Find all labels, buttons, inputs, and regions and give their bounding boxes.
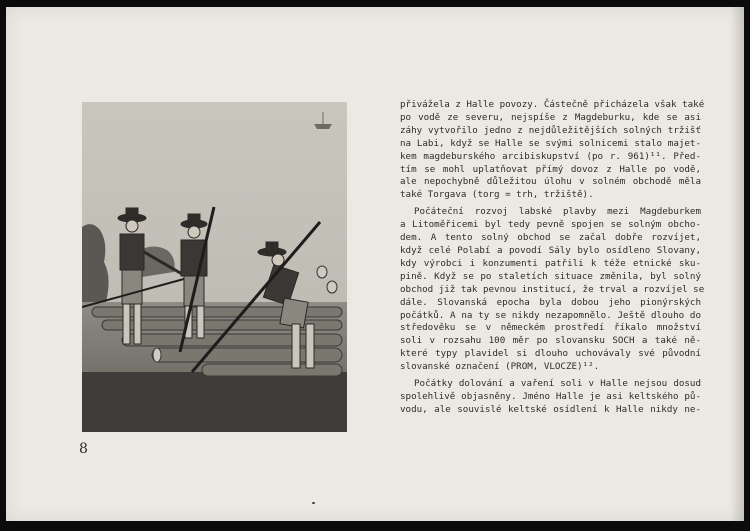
illustration-engraving (82, 102, 347, 432)
paper-speck (312, 502, 315, 504)
body-text-column (400, 99, 705, 421)
text-line: po vodě ze severu, nejspíše z Magdeburku, kde se asi (400, 111, 701, 123)
text-line: vodu, ale souvislé keltské osídlení k Halle nikdy ne- (400, 403, 701, 415)
text-line: když celé Polabí a povodí Sály bylo osídleno Slovany, (400, 244, 701, 256)
text-line: záhy vytvořilo jedno z nejdůležitějších solných tržišť (400, 124, 701, 136)
page-number: 8 (79, 441, 89, 457)
paragraph (400, 378, 701, 417)
text-line: Počáteční rozvoj labské plavby mezi Magdeburkem (414, 206, 701, 218)
book-page (6, 7, 744, 521)
text-line: které typy plavidel si dlouho uchovávaly své původní (400, 348, 701, 360)
illustration-raftsmen (82, 102, 347, 432)
text-line: soli v rozsahu 100 měr po slovansku SOCH a také ně- (400, 335, 701, 347)
text-line: kem magdeburského arcibiskupství (po r. 961)¹¹. Před- (400, 150, 701, 162)
text-line: slovanské označení (PROM, VLOCZE)¹². (400, 361, 600, 373)
text-line: Počátky dolování a vaření soli v Halle nejsou dosud (414, 378, 701, 390)
text-line: počátků. A na ty se nikdy nezapomnělo. Ještě dlouho do (400, 309, 701, 321)
text-line: dem. A tento solný obchod se začal dobře rozvíjet, (400, 232, 701, 244)
paragraph (400, 206, 705, 374)
paragraph (400, 99, 705, 202)
text-line: spolehlivě objasněny. Jméno Halle je asi keltského pů- (400, 390, 701, 402)
text-line: přivážela z Halle povozy. Částečně přicházela však také (400, 99, 705, 110)
text-line: také Torgava (torg = trh, tržiště). (400, 189, 594, 201)
page-edge-shadow (730, 7, 744, 521)
text-line: na Labi, když se Halle se svými solnicemi stalo majet- (400, 137, 701, 149)
text-line: obchod již tak pevnou institucí, že trval a rozvíjel se (400, 283, 705, 295)
text-line: středověku se v německém prostředí říkalo množství (400, 322, 701, 334)
text-line: pině. Když se po staletích situace změnila, byl solný (400, 270, 701, 282)
text-line: kdy výrobci i konzumenti patřili k téže etnické sku- (400, 257, 701, 269)
text-line: tím se mohl uplatňovat přímý dovoz z Halle po vodě, (400, 163, 701, 175)
text-line: dále. Slovanská epocha byla dobou jeho pionýrských (400, 296, 701, 308)
text-line: ale nepochybně důležitou úlohu v solném obchodě měla (400, 176, 701, 188)
text-line: a Litoměřicemi byl tedy pevně spojen se solným obcho- (400, 219, 701, 231)
